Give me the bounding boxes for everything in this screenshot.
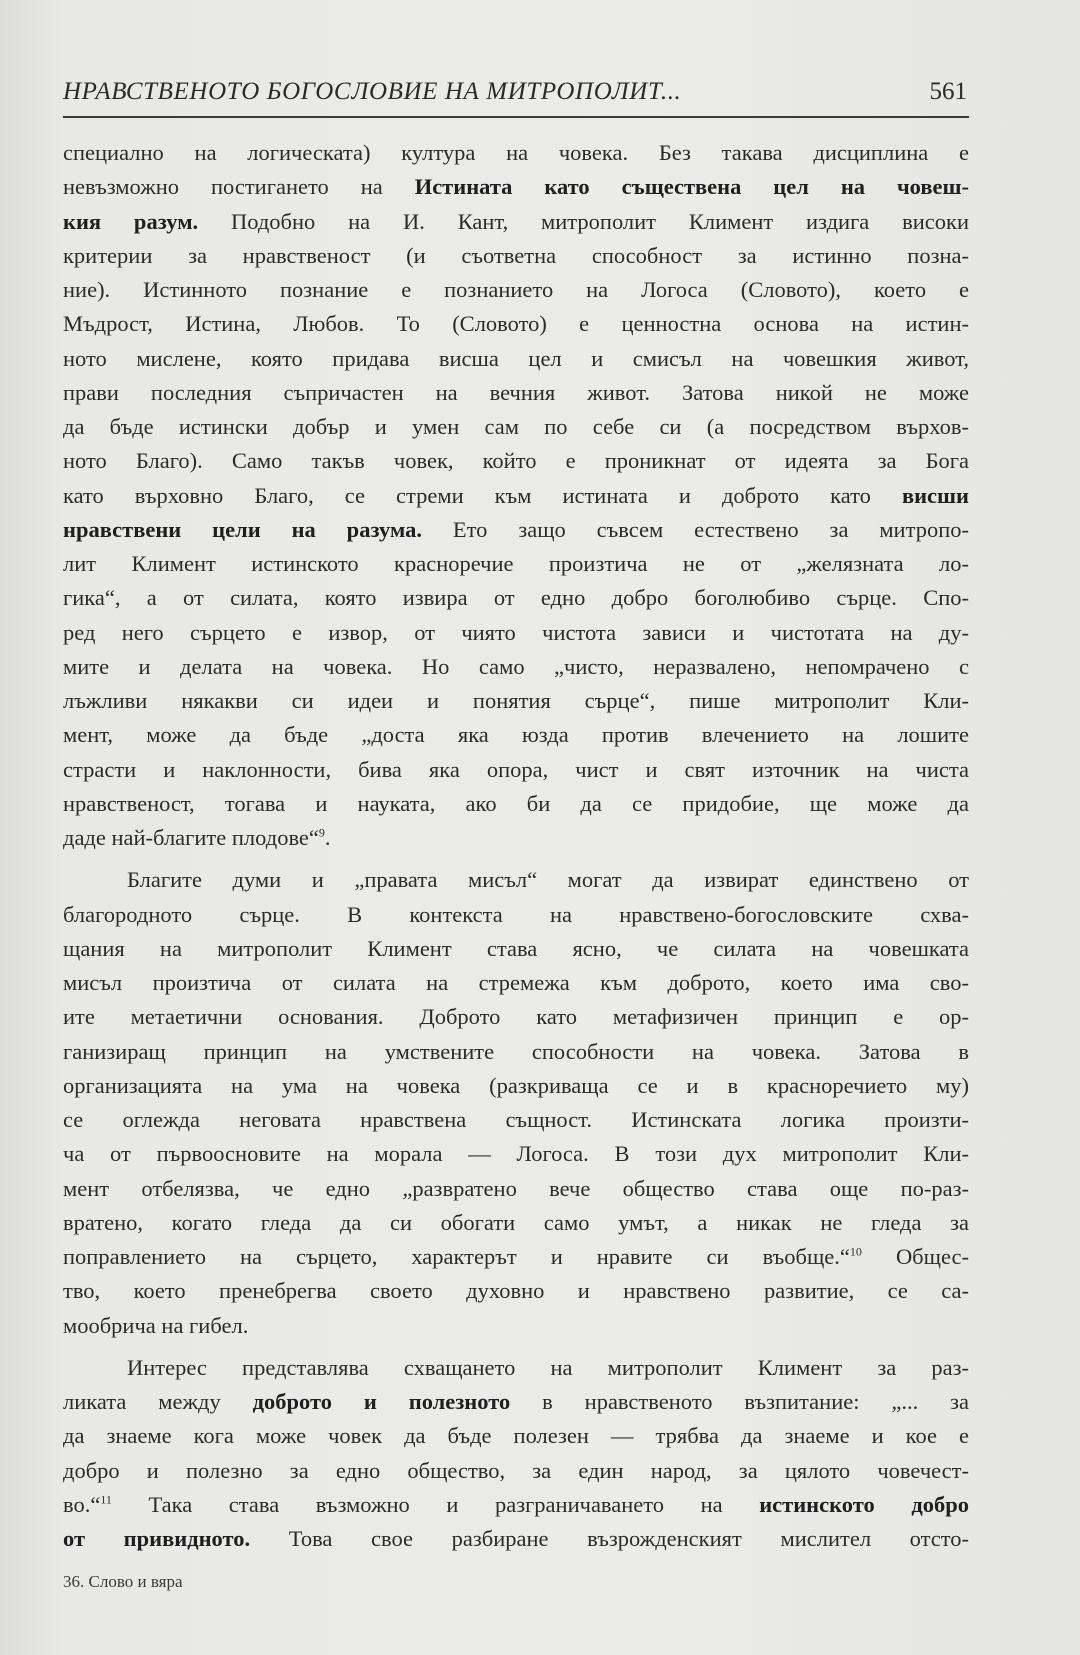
text-line: като върховно Благо, се стреми към истината и доброто като висши	[63, 482, 969, 508]
text-line: поправлението на сърцето, характерът и нравите си въобще.“$^{10}$ Общес-	[63, 1244, 969, 1269]
text-line: ното Благо). Само такъв човек, който е проникнат от идеята за Бога	[63, 448, 969, 474]
text-line: ча от първоосновите на морала — Логоса. В този дух митрополит Кли-	[63, 1141, 969, 1167]
text-line: во.“$^{11}$ Така става възможно и разграничаването на истинското добро	[63, 1491, 969, 1517]
bold-phrase: висши	[901, 482, 969, 508]
text-line: щания на митрополит Климент става ясно, че силата на човешката	[63, 935, 969, 961]
text-line: ние). Истинното познание е познанието на Логоса (Словото), което е	[63, 277, 969, 302]
text-line: вратено, когато гледа да си обогати само умът, а никак не гледа за	[63, 1209, 969, 1235]
text-line: кия разум. Подобно на И. Кант, митрополит Климент издига високи	[63, 208, 969, 234]
bold-phrase: доброто и полезното	[252, 1389, 511, 1414]
text-line: организацията на ума на човека (разкриваща се и в красноречието му)	[63, 1072, 969, 1098]
text-line: благородното сърце. В контекста на нравствено-богословските схва-	[63, 901, 969, 927]
paragraph-2	[63, 863, 969, 1343]
text-line: ганизиращ принцип на умствените способности на човека. Затова в	[63, 1038, 969, 1064]
bold-phrase: от привидното.	[63, 1526, 251, 1551]
text-line: Благите думи и „правата мисъл“ могат да извират единствено от	[127, 867, 969, 893]
text-line: добро и полезно за едно общество, за един народ, за цялото човечест-	[63, 1457, 969, 1483]
text-line: мент отбелязва, че едно „развратено вече общество става още по-раз-	[63, 1175, 969, 1201]
paragraph-3	[63, 1351, 969, 1557]
bold-phrase: кия разум.	[63, 208, 199, 234]
text-line: ликата между доброто и полезното в нравственото възпитание: „... за	[63, 1389, 969, 1414]
text-line: се оглежда неговата нравствена същност. Истинската логика произти-	[63, 1107, 969, 1132]
text-line: специално на логическата) култура на човека. Без такава дисциплина е	[63, 140, 969, 165]
footnote-ref: 11	[100, 1492, 112, 1507]
footnote-ref: 9	[318, 825, 325, 840]
text-line: мисъл произтича от силата на стремежа към доброто, което има сво-	[63, 970, 969, 995]
bold-phrase: Истината като съществена цел на човеш-	[414, 174, 969, 200]
page-number: 561	[929, 78, 967, 105]
running-title: НРАВСТВЕНОТО БОГОСЛОВИЕ НА МИТРОПОЛИТ...	[63, 78, 682, 105]
header-rule	[63, 116, 969, 118]
text-line: невъзможно постигането на Истината като съществена цел на човеш-	[63, 174, 969, 200]
bold-phrase: нравствени цели на разума.	[63, 516, 423, 542]
signature-mark: 36. Слово и вяра	[63, 1572, 183, 1591]
footnote-ref: 10	[849, 1244, 862, 1259]
text-line: да знаеме кога може човек да бъде полезен — трябва да знаеме и кое е	[63, 1423, 969, 1449]
text-line: критерии за нравственост (и съответна способност за истинно позна-	[63, 242, 969, 268]
text-line: мообрича на гибел.	[63, 1312, 249, 1338]
text-line: Мъдрост, Истина, Любов. То (Словото) е ценностна основа на истин-	[63, 311, 969, 337]
text-line: лит Климент истинското красноречие произтича не от „желязната ло-	[63, 551, 969, 576]
text-line: тво, което пренебрегва своето духовно и нравствено развитие, се са-	[63, 1278, 969, 1304]
text-line: мент, може да бъде „доста яка юзда против влечението на лошите	[63, 722, 969, 748]
text-line: нравственост, тогава и науката, ако би да се придобие, ще може да	[63, 790, 969, 816]
text-line: Интерес представлява схващането на митрополит Климент за раз-	[127, 1354, 969, 1380]
text-line: мите и делата на човека. Но само „чисто, неразвалено, непомрачено с	[63, 653, 969, 679]
body-text	[63, 136, 969, 1556]
text-line: гика“, а от силата, която извира от едно добро боголюбиво сърце. Спо-	[63, 585, 969, 611]
text-line: лъжливи някакви си идеи и понятия сърце“, пише митрополит Кли-	[63, 688, 969, 713]
text-line: ите метаетични основания. Доброто като метафизичен принцип е ор-	[63, 1004, 969, 1030]
paragraph-1	[63, 136, 969, 855]
running-header	[63, 78, 967, 114]
text-line: нравствени цели на разума. Ето защо съвсем естествено за митропо-	[63, 516, 969, 542]
text-line: страсти и наклонности, бива яка опора, чист и свят източник на чиста	[63, 756, 969, 782]
text-line: даде най-благите плодове“$^9$.	[63, 825, 331, 850]
text-line: от привидното. Това свое разбиране възрожденският мислител отсто-	[63, 1526, 969, 1551]
text-line: ното мислене, която придава висша цел и смисъл на човешкия живот,	[63, 345, 969, 371]
text-line: да бъде истински добър и умен сам по себе си (а посредством върхов-	[63, 414, 969, 439]
text-line: прави последния съпричастен на вечния живот. Затова никой не може	[63, 379, 969, 405]
bold-phrase: истинското добро	[759, 1491, 969, 1517]
text-line: ред него сърцето е извор, от чиято чистота зависи и чистотата на ду-	[63, 619, 969, 645]
